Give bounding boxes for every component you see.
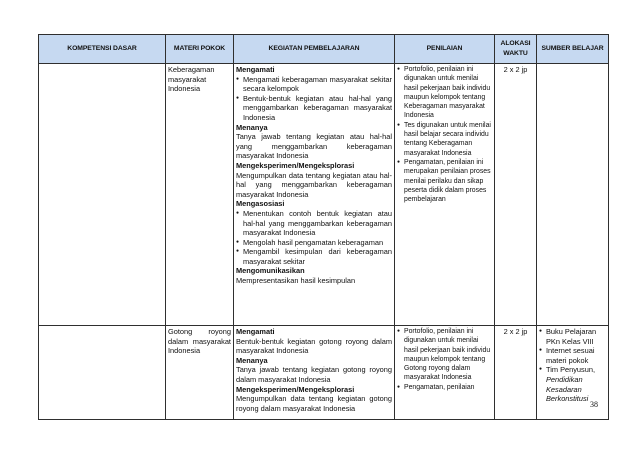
- assessment-item: ● Pengamatan, penilaian ini merupakan penilaian proses menilai perilaku dan sikap peserta didik dalam proses pembelajaran: [397, 158, 492, 204]
- activity-heading: Mengamati: [236, 327, 275, 336]
- activity-text: Bentuk-bentuk kegiatan gotong royong dalam masyarakat Indonesia: [236, 336, 392, 356]
- alokasi-cell: 2 x 2 jp: [495, 326, 537, 420]
- materi-cell: Keberagaman masyarakat Indonesia: [166, 64, 234, 326]
- penilaian-cell: [395, 326, 495, 420]
- assessment-item: ● Pengamatan, penilaian: [397, 383, 492, 392]
- sumber-cell: [537, 64, 609, 326]
- header-alokasi-waktu: ALOKASI WAKTU: [495, 35, 537, 64]
- header-penilaian: PENILAIAN: [395, 35, 495, 64]
- header-materi-pokok: MATERI POKOK: [166, 35, 234, 64]
- activity-heading: Menanya: [236, 122, 268, 132]
- page-number: 38: [590, 400, 598, 409]
- activity-text: Tanya jawab tentang kegiatan atau hal-hal yang menggambarkan keberagaman masyarakat Indonesia: [236, 132, 392, 161]
- activity-text: Mengumpulkan data tentang kegiatan gotong royong dalam masyarakat Indonesia: [236, 394, 392, 413]
- activity-heading: Mengamati: [236, 65, 275, 74]
- activity-heading: Mengeksperimen/Mengeksplorasi: [236, 160, 355, 170]
- activity-heading: Mengomunikasikan: [236, 266, 305, 276]
- activity-text: Tanya jawab tentang kegiatan gotong royong dalam masyarakat Indonesia: [236, 365, 392, 384]
- assessment-item: ● Portofolio, penilaian ini digunakan untuk menilai hasil pekerjaan baik individu maupun kelompok tentang Keberagaman masyarakat Indonesia: [397, 65, 492, 121]
- activity-bullet: ● Menentukan contoh bentuk kegiatan atau hal-hal yang menggambarkan keberagaman masyarakat Indonesia: [236, 209, 392, 238]
- table-row: [39, 326, 609, 420]
- activity-bullet: ● Mengambil kesimpulan dari keberagaman masyarakat sekitar: [236, 247, 392, 266]
- header-kegiatan-pembelajaran: KEGIATAN PEMBELAJARAN: [234, 35, 395, 64]
- syllabus-table: [38, 34, 609, 420]
- source-text: Buku Pelajaran PKn Kelas VIII: [546, 327, 597, 346]
- source-item: [539, 346, 606, 365]
- kompetensi-cell: [39, 326, 166, 420]
- header-kompetensi-dasar: KOMPETENSI DASAR: [39, 35, 166, 64]
- kegiatan-cell: [234, 64, 395, 326]
- activity-heading: Menanya: [236, 355, 268, 365]
- header-row: [39, 35, 609, 64]
- activity-bullet: ● Mengolah hasil pengamatan keberagaman: [236, 238, 392, 248]
- source-item: [539, 327, 606, 346]
- source-text: Internet sesuai materi pokok: [546, 346, 595, 365]
- activity-bullet: ● Bentuk-bentuk kegiatan atau hal-hal yang menggambarkan keberagaman masyarakat Indonesia: [236, 94, 392, 123]
- kegiatan-cell: [234, 326, 395, 420]
- materi-cell: Gotong royong dalam masyarakat Indonesia: [166, 326, 234, 420]
- kompetensi-cell: [39, 64, 166, 326]
- source-title: Pendidikan Kesadaran Berkonstitusi: [546, 374, 589, 404]
- activity-heading: Mengeksperimen/Mengeksplorasi: [236, 384, 355, 394]
- assessment-item: ● Tes digunakan untuk menilai hasil belajar secara individu tentang Keberagaman masyarakat Indonesia: [397, 121, 492, 158]
- assessment-item: ● Portofolio, penilaian ini digunakan untuk menilai hasil pekerjaan baik individu maupun kelompok tentang Gotong royong dalam masyarakat Indonesia: [397, 327, 492, 383]
- activity-heading: Mengasosiasi: [236, 199, 285, 209]
- activity-text: Mempresentasikan hasil kesimpulan: [236, 276, 356, 286]
- penilaian-cell: [395, 64, 495, 326]
- activity-bullet: ● Mengamati keberagaman masyarakat sekitar secara kelompok: [236, 75, 392, 94]
- alokasi-cell: 2 x 2 jp: [495, 64, 537, 326]
- activity-text: Mengumpulkan data tentang kegiatan atau hal-hal yang menggambarkan keberagaman masyarakat Indonesia: [236, 170, 392, 199]
- header-sumber-belajar: SUMBER BELAJAR: [537, 35, 609, 64]
- source-text: Tim Penyusun,: [546, 365, 596, 375]
- source-item: [539, 365, 606, 403]
- table-row: [39, 64, 609, 326]
